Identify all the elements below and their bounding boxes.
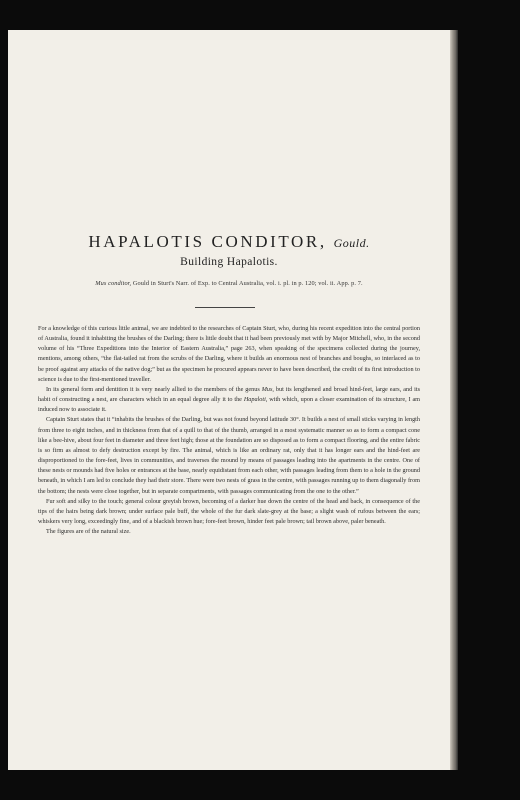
synonymy-citation [8,280,450,287]
body-text [38,324,420,537]
page-edge [450,30,458,770]
species-name: HAPALOTIS CONDITOR, [88,232,327,251]
synonym-reference: Gould in Sturt's Narr. of Exp. to Central Australia, vol. i. pl. in p. 120; vol. ii. App. p. 7. [132,280,363,287]
paragraph-classification: In its general form and dentition it is very nearly allied to the members of the genus Mus, but its lengthened and broad hind-feet, large ears, and its habit of constructing a nest, are characters which in an equal degree ally it to the Hapaloti, with which, upon a closer examination of its structure, I am induced now to associate it. [38,385,421,414]
book-page [8,30,450,770]
common-name: Building Hapalotis. [180,256,278,268]
paragraph-figures: The figures are of the natural size. [46,528,131,536]
paragraph-description: Fur soft and silky to the touch; general colour greyish brown, becoming of a darker hue down the centre of the head and back, in consequence of the tips of the hairs being dark brown; under surface pale buff, the whole of the fur dark slate-grey at the base; a slight wash of rufous between the ears; whiskers very long, exceedingly fine, and of a blackish brown hue; fore-feet brown, hinder feet pale brown; tail brown above, paler beneath. [38,497,420,525]
synonym-name: Mus conditor, [95,280,132,287]
paragraph-nest: Captain Sturt states that it “inhabits the brushes of the Darling, but was not found beyond latitude 30°. It builds a nest of small sticks varying in length from three to eight inches, and in thickness from that of a quill to that of the thumb, arranged in a most systematic manner so as to form a compact cone like a bee-hive, about four feet in diameter and three feet high; those at the foundation are so disposed as to form a compact flooring, and the entire fabric is so firm as almost to defy destruction except by fire. The animal, which is like an ordinary rat, only that it has longer ears and the hind-feet are disproportioned to the fore-feet, lives in communities, and traverses the mound by means of passages leading into the apartments in the centre. One of these nests or mounds had five holes or entrances at the base, nearly equidistant from each other, with passages leading from them to a hole in the ground beneath, in which I am led to conclude they had their store. There were two nests of grass in the centre, with passages running up to them diagonally from the bottom; the nests were close together, but in separate compartments, with passages communicating from the one to the other.” [38,416,420,495]
species-title [8,232,450,252]
paragraph-intro: For a knowledge of this curious little animal, we are indebted to the researches of Captain Sturt, who, during his recent expedition into the central portion of Australia, found it inhabiting the brushes of the Darling; there is little doubt that it had been previously met with by Major Mitchell, who, in the second volume of his “Three Expeditions into the Interior of Eastern Australia,” page 263, when speaking of the specimens collected during the journey, mentions, among others, “the flat-tailed rat from the scrubs of the Darling, where it builds an enormous nest of branches and boughs, so interlaced as to be proof against any attacks of the native dog;” but as the specimen he procured appears never to have been described, the credit of its first introduction to science is due to the first-mentioned traveller. [38,325,420,383]
divider-rule [195,307,255,308]
species-author: Gould. [333,236,370,250]
